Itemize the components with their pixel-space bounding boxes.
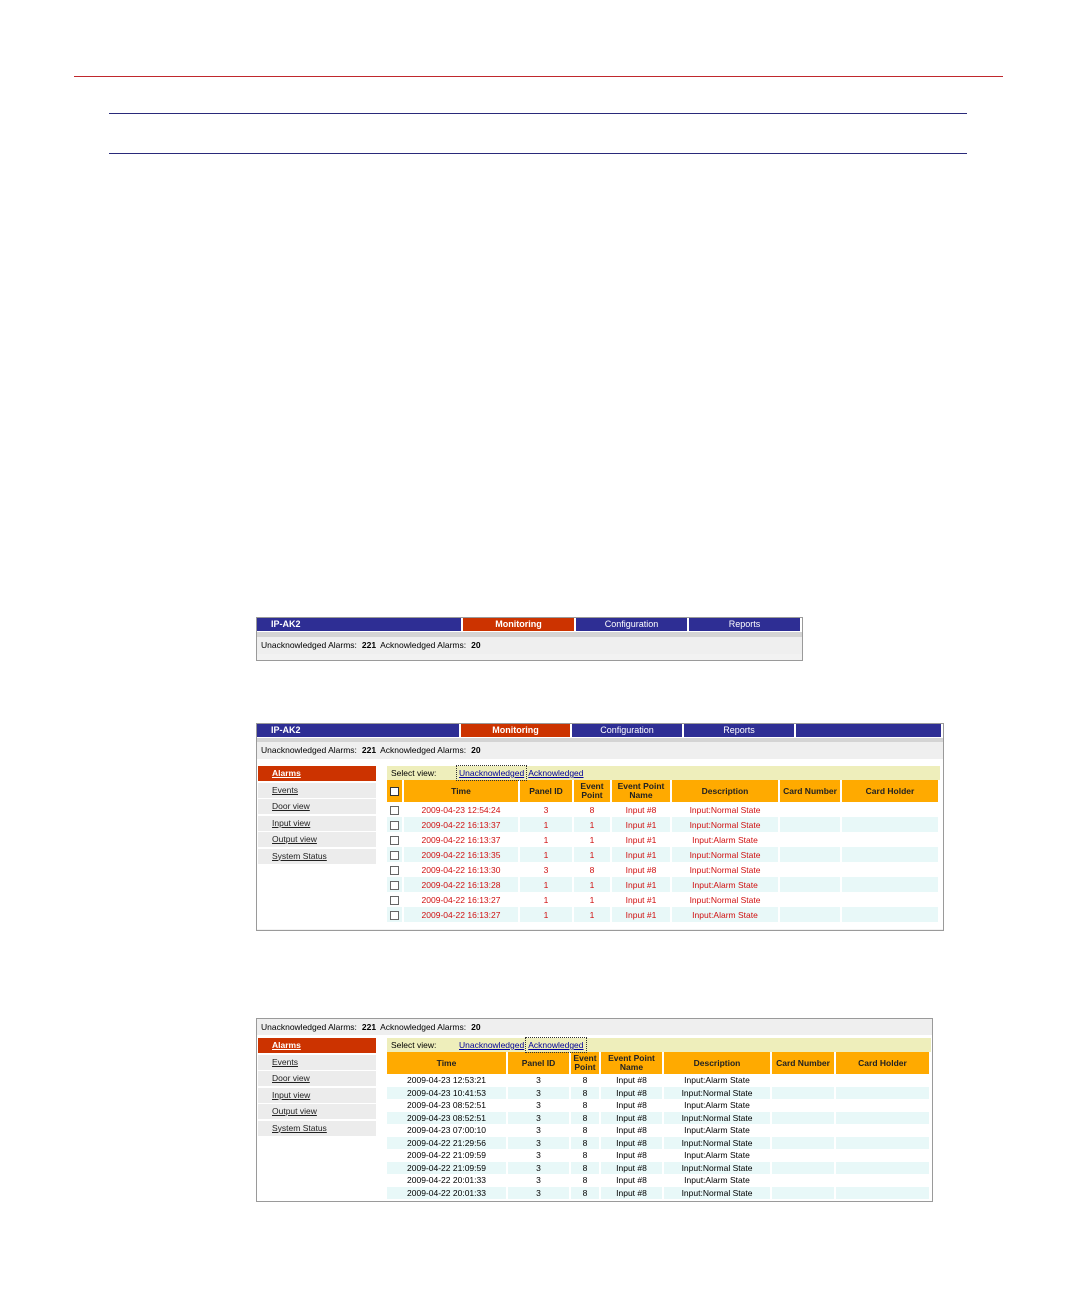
cell-card-holder <box>841 892 939 907</box>
row-select-cell <box>387 862 403 877</box>
sidebar-item-alarms[interactable]: Alarms <box>258 766 376 781</box>
cell-event-point-name: Input #8 <box>600 1099 663 1112</box>
top-nav <box>257 724 943 738</box>
table-header-row <box>387 780 939 802</box>
cell-event-point-name: Input #8 <box>600 1087 663 1100</box>
cell-event-point-name: Input #1 <box>611 892 671 907</box>
cell-card-number <box>771 1149 835 1162</box>
cell-event-point: 1 <box>573 877 611 892</box>
cell-panel-id: 3 <box>507 1149 570 1162</box>
cell-time: 2009-04-23 10:41:53 <box>387 1087 507 1100</box>
cell-event-point-name: Input #8 <box>600 1074 663 1087</box>
cell-time: 2009-04-22 16:13:27 <box>403 907 519 922</box>
cell-panel-id: 1 <box>519 907 573 922</box>
cell-card-number <box>771 1174 835 1187</box>
cell-panel-id: 3 <box>507 1137 570 1150</box>
cell-event-point: 8 <box>570 1149 600 1162</box>
row-select-cell <box>387 817 403 832</box>
cell-time: 2009-04-23 12:53:21 <box>387 1074 507 1087</box>
cell-panel-id: 1 <box>519 832 573 847</box>
cell-card-holder <box>835 1099 930 1112</box>
cell-panel-id: 3 <box>507 1074 570 1087</box>
col-time[interactable]: Time <box>387 1052 507 1074</box>
sidebar <box>258 766 376 865</box>
cell-description: Input:Normal State <box>671 802 779 817</box>
col-panel-id[interactable]: Panel ID <box>519 780 573 802</box>
cell-panel-id: 3 <box>507 1162 570 1175</box>
cell-event-point-name: Input #8 <box>600 1112 663 1125</box>
screenshot-unacknowledged-alarms <box>256 723 944 931</box>
cell-event-point: 1 <box>573 907 611 922</box>
cell-time: 2009-04-22 16:13:30 <box>403 862 519 877</box>
cell-card-number <box>779 892 841 907</box>
brand-label: IP-AK2 <box>257 618 463 631</box>
alarm-counts <box>257 1019 932 1035</box>
cell-card-number <box>771 1074 835 1087</box>
cell-card-holder <box>841 877 939 892</box>
cell-event-point: 8 <box>570 1099 600 1112</box>
cell-card-holder <box>841 832 939 847</box>
cell-event-point-name: Input #1 <box>611 907 671 922</box>
cell-card-holder <box>835 1112 930 1125</box>
screenshot-acknowledged-alarms <box>256 1018 933 1202</box>
cell-time: 2009-04-23 08:52:51 <box>387 1099 507 1112</box>
tab-reports[interactable]: Reports <box>684 724 796 737</box>
table-row[interactable] <box>387 1187 930 1200</box>
ack-count: 20 <box>471 1022 481 1032</box>
table-row[interactable] <box>387 1112 930 1125</box>
tab-configuration[interactable]: Configuration <box>576 618 689 631</box>
cell-card-number <box>779 802 841 817</box>
cell-time: 2009-04-23 12:54:24 <box>403 802 519 817</box>
header-rule-red <box>74 76 1003 77</box>
ack-label: Acknowledged Alarms: <box>380 1022 467 1032</box>
cell-panel-id: 1 <box>519 847 573 862</box>
cell-event-point: 8 <box>573 802 611 817</box>
cell-description: Input:Alarm State <box>663 1074 771 1087</box>
cell-time: 2009-04-22 16:13:28 <box>403 877 519 892</box>
sidebar-item-door-view[interactable]: Door view <box>258 799 376 814</box>
cell-time: 2009-04-22 21:29:56 <box>387 1137 507 1150</box>
col-card-holder[interactable]: Card Holder <box>835 1052 930 1074</box>
table-row[interactable] <box>387 862 939 877</box>
row-select-cell <box>387 802 403 817</box>
cell-event-point-name: Input #8 <box>600 1187 663 1200</box>
cell-description: Input:Alarm State <box>663 1174 771 1187</box>
cell-description: Input:Normal State <box>671 817 779 832</box>
cell-description: Input:Alarm State <box>663 1099 771 1112</box>
table-row[interactable] <box>387 1137 930 1150</box>
table-row[interactable] <box>387 802 939 817</box>
cell-description: Input:Normal State <box>663 1087 771 1100</box>
cell-time: 2009-04-22 20:01:33 <box>387 1187 507 1200</box>
cell-event-point: 8 <box>570 1074 600 1087</box>
cell-description: Input:Normal State <box>663 1112 771 1125</box>
cell-event-point: 8 <box>570 1187 600 1200</box>
top-nav <box>257 618 802 632</box>
cell-event-point: 8 <box>570 1174 600 1187</box>
cell-event-point-name: Input #8 <box>611 862 671 877</box>
cell-card-number <box>771 1137 835 1150</box>
cell-event-point-name: Input #8 <box>600 1137 663 1150</box>
cell-event-point-name: Input #1 <box>611 877 671 892</box>
cell-time: 2009-04-22 16:13:35 <box>403 847 519 862</box>
sidebar <box>258 1038 376 1137</box>
cell-card-number <box>771 1099 835 1112</box>
cell-card-number <box>779 907 841 922</box>
cell-panel-id: 3 <box>507 1124 570 1137</box>
row-select-cell <box>387 847 403 862</box>
select-all-checkbox[interactable] <box>390 787 399 796</box>
cell-event-point: 1 <box>573 847 611 862</box>
select-view-bar <box>387 766 940 780</box>
cell-event-point: 8 <box>570 1162 600 1175</box>
sidebar-item-system-status[interactable]: System Status <box>258 849 376 864</box>
table-row[interactable] <box>387 1149 930 1162</box>
col-description[interactable]: Description <box>663 1052 771 1074</box>
table-row[interactable] <box>387 1099 930 1112</box>
cell-panel-id: 3 <box>519 802 573 817</box>
col-card-number[interactable]: Card Number <box>771 1052 835 1074</box>
cell-event-point-name: Input #8 <box>600 1162 663 1175</box>
cell-panel-id: 3 <box>519 862 573 877</box>
row-checkbox[interactable] <box>390 881 399 890</box>
cell-panel-id: 3 <box>507 1112 570 1125</box>
col-event-point-name[interactable]: Event Point Name <box>611 780 671 802</box>
cell-panel-id: 3 <box>507 1099 570 1112</box>
cell-panel-id: 3 <box>507 1187 570 1200</box>
cell-time: 2009-04-22 16:13:27 <box>403 892 519 907</box>
col-description[interactable]: Description <box>671 780 779 802</box>
cell-event-point-name: Input #8 <box>600 1124 663 1137</box>
monitoring-body <box>257 1035 932 1202</box>
cell-panel-id: 3 <box>507 1087 570 1100</box>
cell-event-point: 8 <box>570 1087 600 1100</box>
cell-description: Input:Normal State <box>671 847 779 862</box>
cell-card-number <box>779 817 841 832</box>
ack-count: 20 <box>471 745 481 755</box>
cell-time: 2009-04-22 21:09:59 <box>387 1149 507 1162</box>
cell-card-holder <box>835 1074 930 1087</box>
cell-description: Input:Normal State <box>663 1187 771 1200</box>
ack-label: Acknowledged Alarms: <box>380 640 467 650</box>
col-card-number[interactable]: Card Number <box>779 780 841 802</box>
tab-reports[interactable]: Reports <box>689 618 802 631</box>
cell-description: Input:Normal State <box>671 892 779 907</box>
screenshot-monitoring-header <box>256 617 803 661</box>
cell-panel-id: 3 <box>507 1174 570 1187</box>
alarms-table <box>387 780 940 922</box>
cell-card-holder <box>841 907 939 922</box>
unack-count: 221 <box>361 745 377 755</box>
cell-event-point-name: Input #8 <box>611 802 671 817</box>
cell-event-point: 8 <box>570 1124 600 1137</box>
cell-card-number <box>779 847 841 862</box>
cell-card-number <box>771 1162 835 1175</box>
row-checkbox[interactable] <box>390 911 399 920</box>
cell-event-point-name: Input #8 <box>600 1149 663 1162</box>
cell-time: 2009-04-22 20:01:33 <box>387 1174 507 1187</box>
alarm-counts <box>257 742 943 759</box>
section-rule-bottom <box>109 153 967 154</box>
alarms-table-body <box>387 1074 930 1199</box>
table-row[interactable] <box>387 847 939 862</box>
cell-description: Input:Alarm State <box>663 1124 771 1137</box>
table-row[interactable] <box>387 1074 930 1087</box>
table-header-row <box>387 1052 930 1074</box>
cell-card-holder <box>835 1162 930 1175</box>
cell-event-point: 8 <box>570 1137 600 1150</box>
col-event-point-name[interactable]: Event Point Name <box>600 1052 663 1074</box>
unack-count: 221 <box>361 1022 377 1032</box>
cell-panel-id: 1 <box>519 817 573 832</box>
alarms-table <box>387 1052 931 1199</box>
cell-time: 2009-04-22 16:13:37 <box>403 832 519 847</box>
cell-card-holder <box>835 1149 930 1162</box>
cell-time: 2009-04-22 21:09:59 <box>387 1162 507 1175</box>
sidebar-item-events[interactable]: Events <box>258 783 376 798</box>
col-event-point[interactable]: Event Point <box>570 1052 600 1074</box>
cell-card-number <box>779 877 841 892</box>
cell-time: 2009-04-22 16:13:37 <box>403 817 519 832</box>
col-card-holder[interactable]: Card Holder <box>841 780 939 802</box>
sidebar-item-input-view[interactable]: Input view <box>258 1088 376 1103</box>
row-checkbox[interactable] <box>390 836 399 845</box>
brand-label: IP-AK2 <box>257 724 461 737</box>
table-row[interactable] <box>387 1087 930 1100</box>
cell-card-holder <box>835 1174 930 1187</box>
select-view-bar <box>387 1038 931 1052</box>
cell-card-holder <box>841 847 939 862</box>
cell-card-number <box>779 832 841 847</box>
tab-configuration[interactable]: Configuration <box>572 724 684 737</box>
ack-label: Acknowledged Alarms: <box>380 745 467 755</box>
cell-card-number <box>771 1112 835 1125</box>
cell-event-point-name: Input #1 <box>611 817 671 832</box>
cell-card-number <box>771 1087 835 1100</box>
tab-monitoring[interactable]: Monitoring <box>463 618 576 631</box>
cell-card-holder <box>835 1124 930 1137</box>
sidebar-item-input-view[interactable]: Input view <box>258 816 376 831</box>
col-time[interactable]: Time <box>403 780 519 802</box>
table-row[interactable] <box>387 1124 930 1137</box>
cell-card-holder <box>841 862 939 877</box>
sidebar-item-alarms[interactable]: Alarms <box>258 1038 376 1053</box>
row-checkbox[interactable] <box>390 806 399 815</box>
cell-description: Input:Alarm State <box>671 832 779 847</box>
table-row[interactable] <box>387 1162 930 1175</box>
cell-card-holder <box>841 817 939 832</box>
link-unacknowledged[interactable]: Unacknowledged <box>459 1040 525 1050</box>
select-view-label: Select view: <box>391 768 437 778</box>
unack-label: Unacknowledged Alarms: <box>261 640 357 650</box>
link-acknowledged[interactable]: Acknowledged <box>528 1040 584 1050</box>
section-rule-top <box>109 113 967 114</box>
alarms-panel <box>387 766 940 922</box>
sidebar-item-output-view[interactable]: Output view <box>258 1104 376 1119</box>
cell-event-point: 8 <box>570 1112 600 1125</box>
row-select-cell <box>387 907 403 922</box>
unack-count: 221 <box>361 640 377 650</box>
select-view-label: Select view: <box>391 1040 437 1050</box>
table-row[interactable] <box>387 892 939 907</box>
col-event-point[interactable]: Event Point <box>573 780 611 802</box>
row-select-cell <box>387 877 403 892</box>
cell-card-holder <box>841 802 939 817</box>
unack-label: Unacknowledged Alarms: <box>261 745 357 755</box>
link-unacknowledged[interactable]: Unacknowledged <box>459 768 525 778</box>
link-acknowledged[interactable]: Acknowledged <box>528 768 584 778</box>
cell-card-holder <box>835 1137 930 1150</box>
cell-panel-id: 1 <box>519 892 573 907</box>
table-row[interactable] <box>387 877 939 892</box>
row-select-cell <box>387 832 403 847</box>
alarms-table-body <box>387 802 939 922</box>
row-checkbox[interactable] <box>390 821 399 830</box>
sidebar-item-events[interactable]: Events <box>258 1055 376 1070</box>
cell-card-holder <box>835 1087 930 1100</box>
cell-event-point: 1 <box>573 892 611 907</box>
cell-description: Input:Alarm State <box>663 1149 771 1162</box>
cell-description: Input:Normal State <box>663 1162 771 1175</box>
table-row[interactable] <box>387 817 939 832</box>
cell-description: Input:Alarm State <box>671 907 779 922</box>
cell-card-holder <box>835 1187 930 1200</box>
cell-event-point-name: Input #1 <box>611 847 671 862</box>
cell-description: Input:Normal State <box>671 862 779 877</box>
cell-card-number <box>779 862 841 877</box>
table-row[interactable] <box>387 832 939 847</box>
unack-label: Unacknowledged Alarms: <box>261 1022 357 1032</box>
sidebar-item-door-view[interactable]: Door view <box>258 1071 376 1086</box>
nav-filler <box>796 724 943 737</box>
cell-description: Input:Normal State <box>663 1137 771 1150</box>
col-panel-id[interactable]: Panel ID <box>507 1052 570 1074</box>
cell-time: 2009-04-23 07:00:10 <box>387 1124 507 1137</box>
sidebar-item-output-view[interactable]: Output view <box>258 832 376 847</box>
cell-time: 2009-04-23 08:52:51 <box>387 1112 507 1125</box>
cell-description: Input:Alarm State <box>671 877 779 892</box>
cell-event-point-name: Input #1 <box>611 832 671 847</box>
alarm-counts <box>257 637 802 654</box>
row-checkbox[interactable] <box>390 896 399 905</box>
select-all-cell <box>387 780 403 802</box>
cell-card-number <box>771 1187 835 1200</box>
ack-count: 20 <box>471 640 481 650</box>
cell-event-point: 8 <box>573 862 611 877</box>
cell-event-point-name: Input #8 <box>600 1174 663 1187</box>
cell-card-number <box>771 1124 835 1137</box>
table-row[interactable] <box>387 907 939 922</box>
cell-event-point: 1 <box>573 817 611 832</box>
cell-panel-id: 1 <box>519 877 573 892</box>
row-checkbox[interactable] <box>390 866 399 875</box>
tab-monitoring[interactable]: Monitoring <box>461 724 572 737</box>
sidebar-item-system-status[interactable]: System Status <box>258 1121 376 1136</box>
row-checkbox[interactable] <box>390 851 399 860</box>
table-row[interactable] <box>387 1174 930 1187</box>
cell-event-point: 1 <box>573 832 611 847</box>
monitoring-body <box>257 759 943 929</box>
alarms-panel <box>387 1038 931 1199</box>
row-select-cell <box>387 892 403 907</box>
